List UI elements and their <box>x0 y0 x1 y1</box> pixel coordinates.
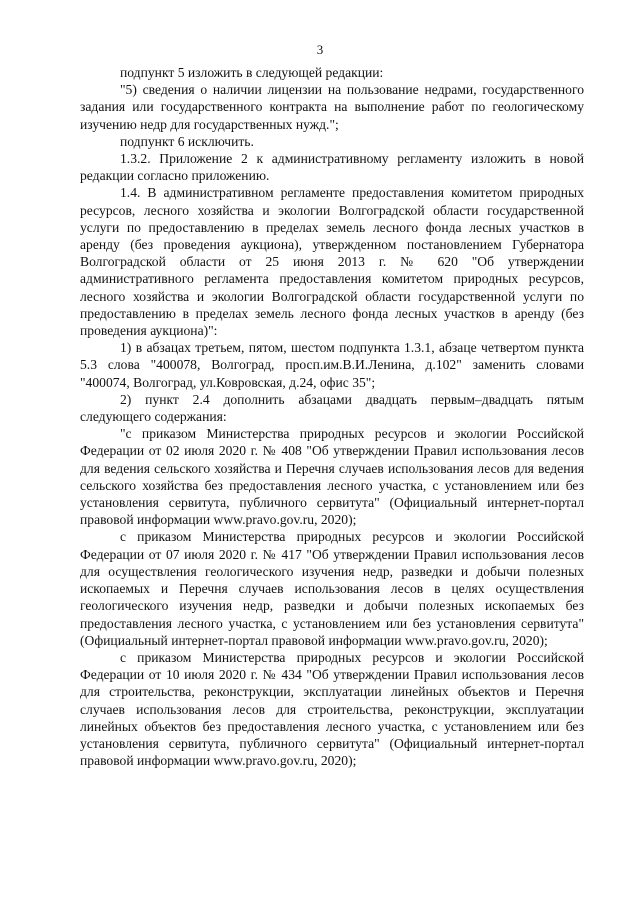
paragraph: "с приказом Министерства природных ресурсов и экологии Российской Федерации от 02 июля 2020 г. № 408 "Об утверждении Правил использования лесов для ведения сельского хозяйства и Перечня случаев использования лесов для ведения сельского хозяйства без предоставления лесного участка, с установлением или без установления сервитута, публичного сервитута" (Официальный интернет-портал правовой информации www.pravo.gov.ru, 2020); <box>80 426 584 528</box>
paragraph: 1.4. В административном регламенте предоставления комитетом природных ресурсов, лесного хозяйства и экологии Волгоградской области государственной услуги по предоставлению в пределах земель лесного фонда лесных участков в аренду (без проведения аукциона), утвержденном постановлением Губернатора Волгоградской области от 25 июня 2013 г. № 620 "Об утверждении административного регламента предоставления комитетом природных ресурсов, лесного хозяйства и экологии Волгоградской области государственной услуги по предоставлению в пределах земель лесного фонда лесных участков в аренду (без проведения аукциона)": <box>80 185 584 339</box>
paragraph: 2) пункт 2.4 дополнить абзацами двадцать первым–двадцать пятым следующего содержания: <box>80 391 584 425</box>
document-body <box>80 64 584 769</box>
paragraph: 1.3.2. Приложение 2 к административному регламенту изложить в новой редакции согласно приложению. <box>80 151 584 184</box>
paragraph: 1) в абзацах третьем, пятом, шестом подпункта 1.3.1, абзаце четвертом пункта 5.3 слова "400078, Волгоград, просп.им.В.И.Ленина, д.102" заменить словами "400074, Волгоград, ул.Ковровская, д.24, офис 35"; <box>80 340 584 390</box>
paragraph: подпункт 6 исключить. <box>120 133 254 149</box>
paragraph: с приказом Министерства природных ресурсов и экологии Российской Федерации от 10 июля 2020 г. № 434 "Об утверждении Правил использования лесов для строительства, реконструкции, эксплуатации линейных объектов и Перечня случаев использования лесов для строительства, реконструкции, эксплуатации линейных объектов без предоставления лесного участка, с установлением или без установления сервитута, публичного сервитута" (Официальный интернет-портал правовой информации www.pravo.gov.ru, 2020); <box>80 649 584 769</box>
paragraph: с приказом Министерства природных ресурсов и экологии Российской Федерации от 07 июля 2020 г. № 417 "Об утверждении Правил использования лесов для осуществления геологического изучения недр, разведки и добычи полезных ископаемых и Перечня случаев использования лесов в целях осуществления геологического изучения недр, разведки и добычи полезных ископаемых без предоставления лесного участка, с установлением или без установления сервитута" (Официальный интернет-портал правовой информации www.pravo.gov.ru, 2020); <box>80 529 584 648</box>
paragraph: "5) сведения о наличии лицензии на пользование недрами, государственного задания или государственного контракта на выполнение работ по геологическому изучению недр для государственных нужд."; <box>80 82 584 132</box>
paragraph: подпункт 5 изложить в следующей редакции: <box>120 65 384 80</box>
page-number: 3 <box>316 42 324 57</box>
